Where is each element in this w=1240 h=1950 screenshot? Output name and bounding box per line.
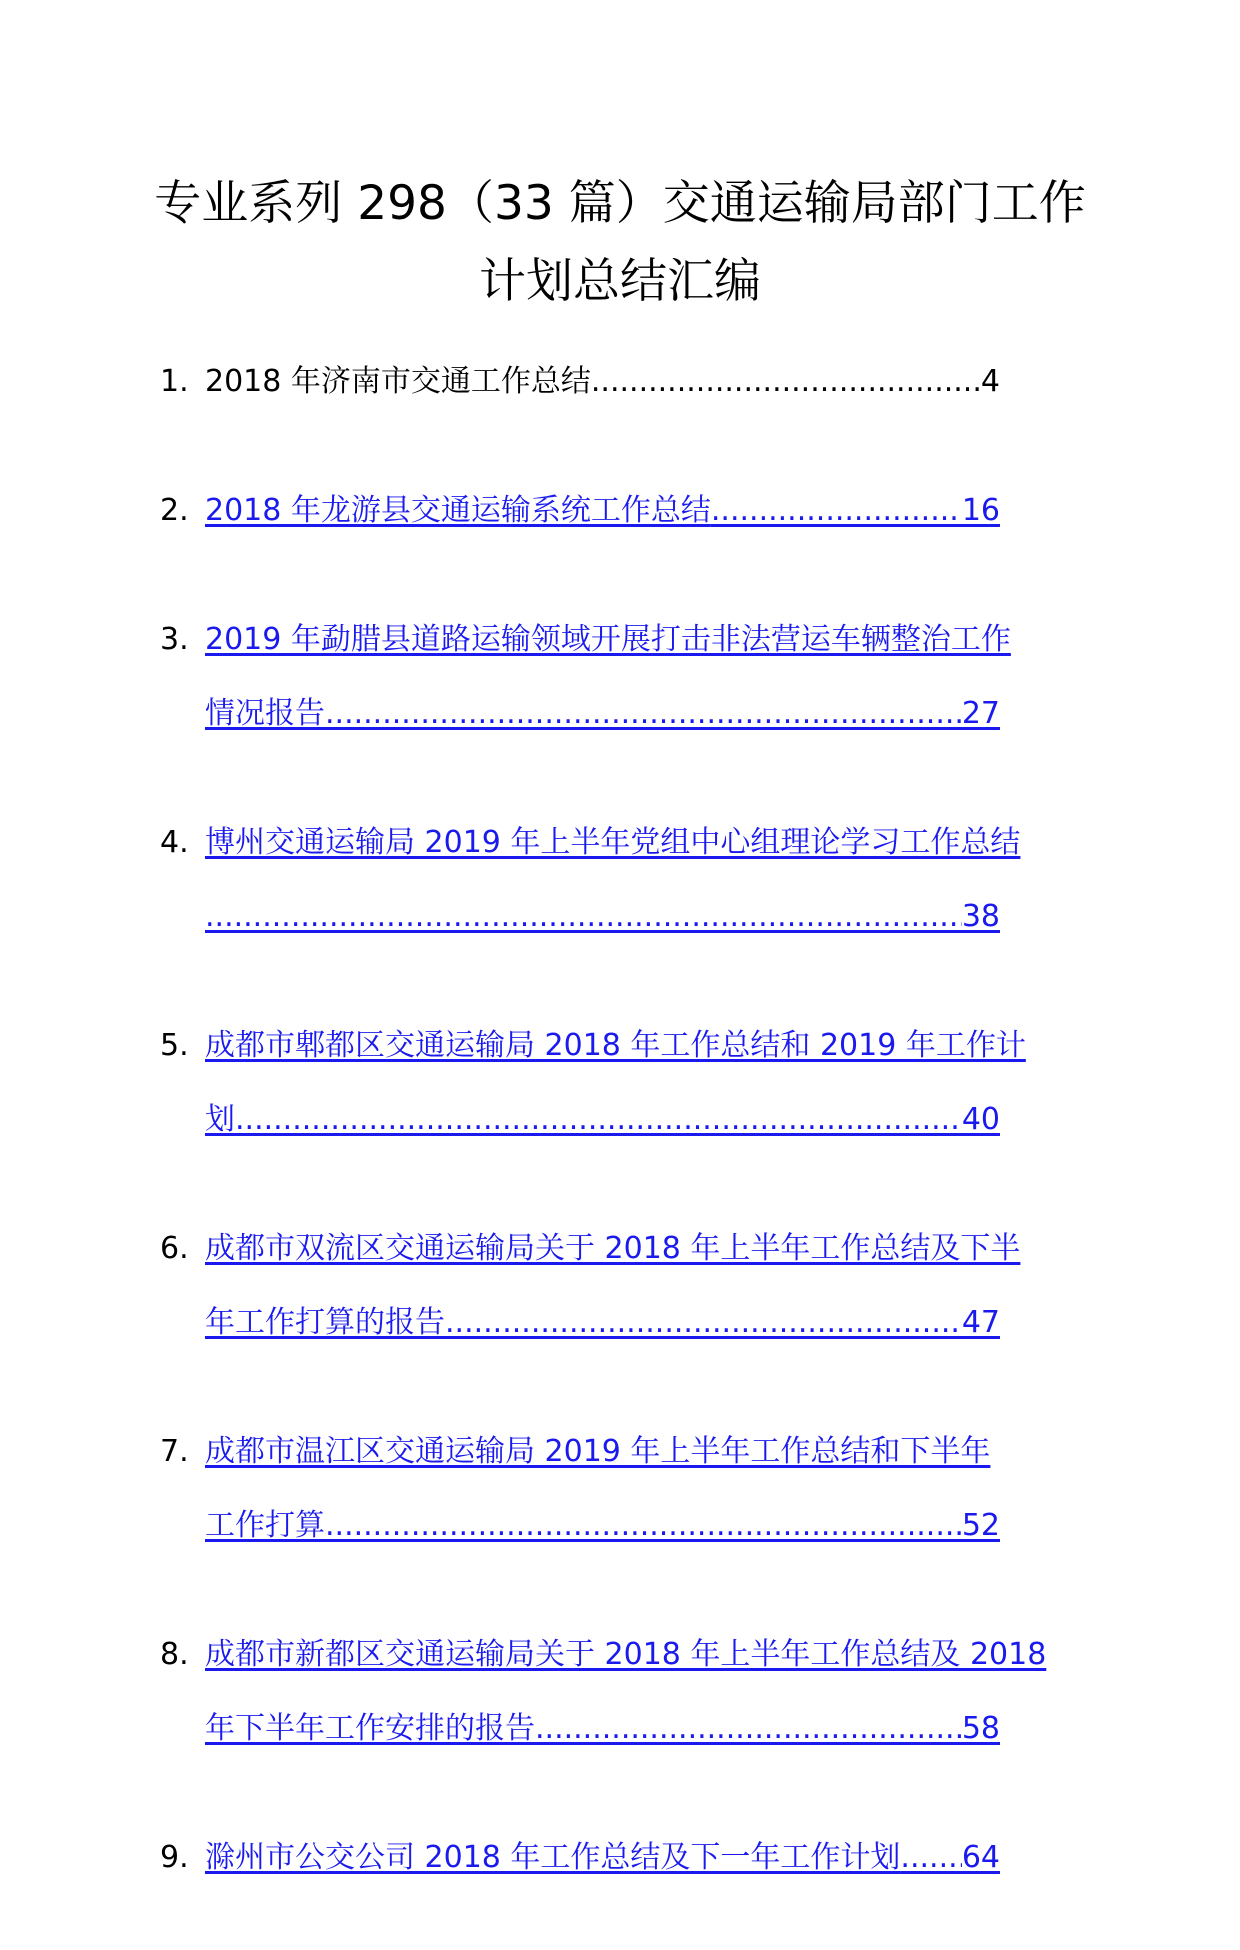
toc-leader-dots — [900, 1821, 961, 1895]
toc-entry-page: 64 — [961, 1840, 1000, 1875]
toc-entry-link[interactable] — [205, 1415, 1000, 1563]
toc-entry-number: 1. — [160, 364, 189, 399]
toc-entry-number: 3. — [160, 622, 189, 657]
toc-entry-title-line-1: 2019 年勐腊县道路运输领域开展打击非法营运车辆整治工作 — [205, 622, 1011, 657]
toc-entry-number: 2. — [160, 493, 189, 528]
toc-entry-title-line-2: 情况报告 — [205, 696, 325, 731]
toc-entry-page: 58 — [961, 1711, 1000, 1746]
toc-leader-dots — [711, 474, 962, 548]
toc-leader-dots — [445, 1286, 962, 1360]
toc-entry-link[interactable] — [205, 345, 1000, 419]
toc-entry-7 — [160, 1415, 1100, 1563]
toc-entry-page: 16 — [961, 493, 1000, 528]
toc-entry-title-line-1: 博州交通运输局 2019 年上半年党组中心组理论学习工作总结 — [205, 825, 1021, 860]
toc-entry-number: 4. — [160, 825, 189, 860]
toc-entry-page: 40 — [961, 1102, 1000, 1137]
toc-leader-dots — [535, 1692, 962, 1766]
page-title — [0, 165, 1240, 321]
toc-entry-page: 52 — [961, 1508, 1000, 1543]
toc-entry-2 — [160, 474, 1100, 548]
toc-entry-title-line-2: 年下半年工作安排的报告 — [205, 1711, 535, 1746]
toc-leader-dots — [591, 345, 981, 419]
page-title-line-1: 专业系列 298（33 篇）交通运输局部门工作 — [154, 176, 1086, 231]
toc-entry-title-line-2: 工作打算 — [205, 1508, 325, 1543]
toc-entry-link[interactable] — [205, 1618, 1047, 1766]
toc-entry-page: 47 — [961, 1305, 1000, 1340]
toc-entry-title: 2018 年龙游县交通运输系统工作总结 — [205, 493, 711, 528]
toc-entry-title-line-1: 成都市新都区交通运输局关于 2018 年上半年工作总结及 2018 — [205, 1637, 1047, 1672]
toc-entry-9 — [160, 1821, 1100, 1895]
toc-entry-title-line-1: 成都市温江区交通运输局 2019 年上半年工作总结和下半年 — [205, 1434, 991, 1469]
toc-entry-3 — [160, 603, 1100, 751]
toc-entry-title: 滁州市公交公司 2018 年工作总结及下一年工作计划 — [205, 1840, 901, 1875]
toc-leader-dots — [205, 880, 962, 954]
toc-entry-link[interactable] — [205, 603, 1011, 751]
toc-entry-number: 8. — [160, 1637, 189, 1672]
toc-leader-dots — [325, 1489, 962, 1563]
toc-entry-title-line-2: 划 — [205, 1102, 235, 1137]
toc-entry-title-line-1: 成都市郫都区交通运输局 2018 年工作总结和 2019 年工作计 — [205, 1028, 1026, 1063]
toc-entry-4 — [160, 806, 1100, 954]
toc-entry-number: 9. — [160, 1840, 189, 1875]
toc-entry-title-line-2: 年工作打算的报告 — [205, 1305, 445, 1340]
toc-entry-link[interactable] — [205, 1009, 1026, 1157]
page-title-line-2: 计划总结汇编 — [479, 254, 761, 309]
toc-entry-6 — [160, 1212, 1100, 1360]
toc-entry-number: 7. — [160, 1434, 189, 1469]
table-of-contents — [160, 345, 1100, 1950]
toc-entry-8 — [160, 1618, 1100, 1766]
toc-entry-title: 2018 年济南市交通工作总结 — [205, 364, 591, 399]
toc-entry-1 — [160, 345, 1100, 419]
toc-entry-number: 6. — [160, 1231, 189, 1266]
toc-entry-number: 5. — [160, 1028, 189, 1063]
toc-entry-link[interactable] — [205, 1212, 1021, 1360]
toc-entry-page: 27 — [961, 696, 1000, 731]
toc-entry-title-line-1: 成都市双流区交通运输局关于 2018 年上半年工作总结及下半 — [205, 1231, 1021, 1266]
toc-entry-page: 4 — [980, 364, 1000, 399]
toc-leader-dots — [325, 677, 962, 751]
toc-entry-link[interactable] — [205, 474, 1000, 548]
toc-entry-link[interactable] — [205, 806, 1021, 954]
toc-entry-page: 38 — [961, 899, 1000, 934]
toc-leader-dots — [235, 1083, 962, 1157]
toc-entry-5 — [160, 1009, 1100, 1157]
toc-entry-link[interactable] — [205, 1821, 1000, 1895]
